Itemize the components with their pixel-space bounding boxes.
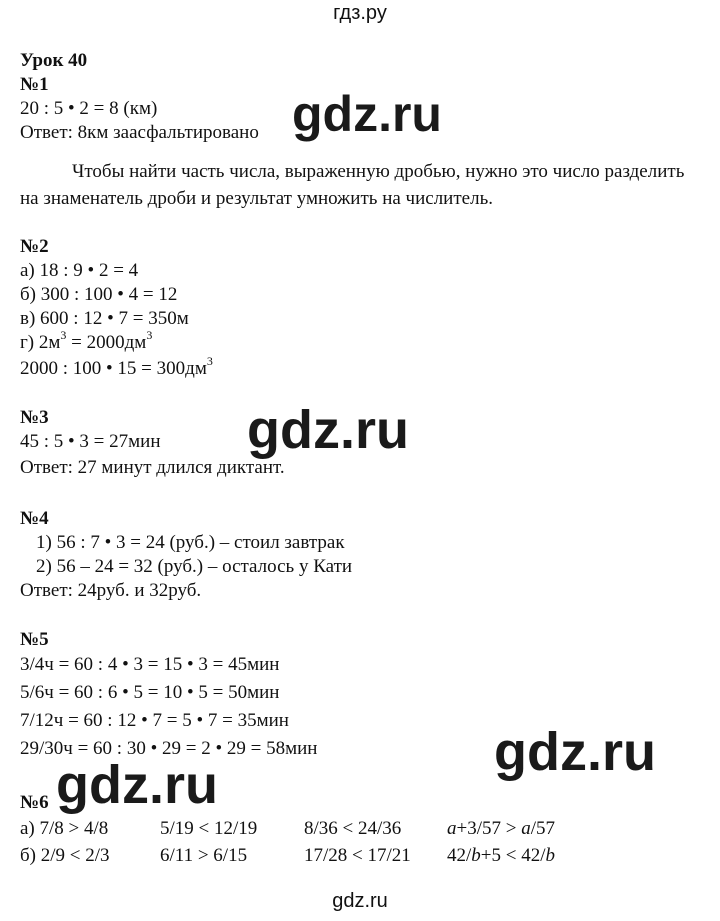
task3-line: 45 : 5 • 3 = 27мин [20, 431, 161, 452]
rule-paragraph: Чтобы найти часть числа, выраженную дробью, нужно это число разделить на знаменатель дроби и результат умножить на числитель. [20, 161, 685, 209]
task4-step1: 1) 56 : 7 • 3 = 24 (руб.) – стоил завтрак [36, 532, 345, 553]
task2-g: г) $2м^3 = 2000дм^3$ [20, 328, 153, 353]
task6-b-col1: б) 2/9 < 2/3 [20, 845, 110, 866]
watermark-4: gdz.ru [56, 755, 218, 815]
site-footer: gdz.ru [332, 890, 388, 912]
task6-b-col4: 42/b+5 < 42/b [447, 845, 555, 866]
watermark-1: gdz.ru [292, 86, 442, 142]
task6-b-col3: 17/28 < 17/21 [304, 845, 411, 866]
task6-heading: №6 [20, 792, 49, 813]
task5-line: 7/12ч = 60 : 12 • 7 = 5 • 7 = 35мин [20, 710, 289, 731]
task6-a-col2: 5/19 < 12/19 [160, 818, 258, 839]
task3-heading: №3 [20, 407, 49, 428]
task1-line: 20 : 5 • 2 = 8 (км) [20, 98, 158, 119]
task4-step2: 2) 56 – 24 = 32 (руб.) – осталось у Кати [36, 556, 353, 577]
task2-heading: №2 [20, 236, 49, 257]
task4-answer: Ответ: 24руб. и 32руб. [20, 580, 202, 601]
watermark-3: gdz.ru [494, 722, 656, 782]
task2-last: 2000 : 100 • $15 = 300дм^3$ [20, 354, 213, 379]
task1-answer: Ответ: 8км заасфальтировано [20, 122, 259, 143]
task6-a-col3: 8/36 < 24/36 [304, 818, 402, 839]
task5-line: 5/6ч = 60 : 6 • 5 = 10 • 5 = 50мин [20, 682, 280, 703]
lesson-title: Урок 40 [20, 50, 88, 71]
task1-heading: №1 [20, 74, 49, 95]
site-header: гдз.ру [333, 2, 387, 24]
task6-a-col4: a+3/57 > a/57 [447, 818, 555, 839]
task2-a: а) 18 : 9 • 2 = 4 [20, 260, 139, 281]
task2-v: в) 600 : 12 • 7 = 350м [20, 308, 189, 329]
task6-b-col2: 6/11 > 6/15 [160, 845, 248, 866]
task5-heading: №5 [20, 629, 49, 650]
task5-line: 29/30ч = 60 : 30 • 29 = 2 • 29 = 58мин [20, 738, 318, 759]
task6-a-col1: а) 7/8 > 4/8 [20, 818, 109, 839]
task5-line: 3/4ч = 60 : 4 • 3 = 15 • 3 = 45мин [20, 654, 280, 675]
watermark-2: gdz.ru [247, 400, 409, 460]
task2-b: б) 300 : 100 • 4 = 12 [20, 284, 178, 305]
task3-answer: Ответ: 27 минут длился диктант. [20, 457, 285, 478]
task4-heading: №4 [20, 508, 49, 529]
